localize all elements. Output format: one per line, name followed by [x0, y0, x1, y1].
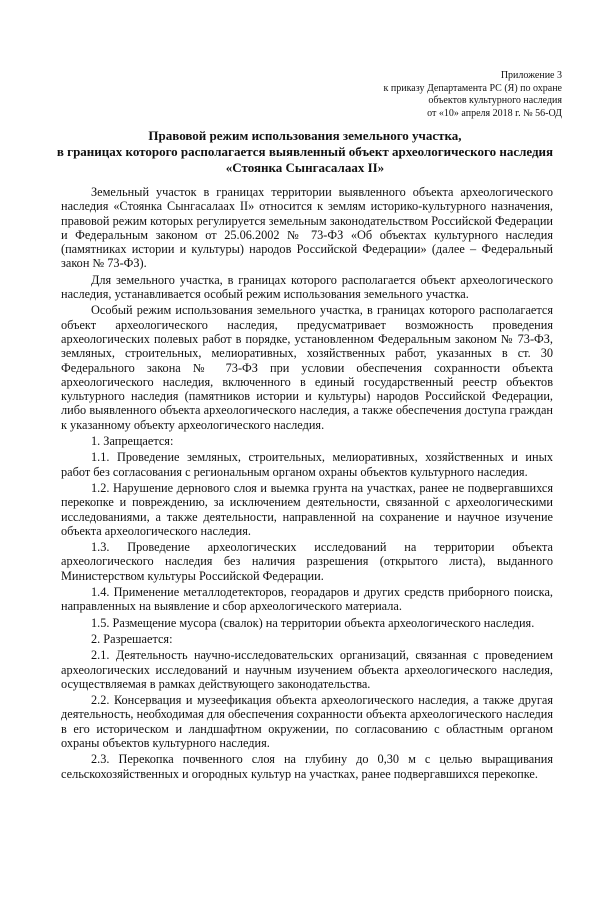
document-body: [61, 185, 553, 783]
appendix-order-ref-cont: объектов культурного наследия: [428, 95, 562, 106]
prohibited-item-1-2: 1.2. Нарушение дернового слоя и выемка грунта на участках, ранее не подвергавшихся перекопке и повреждению, за исключением деятельности, связанной с археологическими исследованиями, а также деятельности, направленной на сохранение и научное изучение объекта археологического наследия.: [61, 480, 553, 538]
prohibited-item-1-3: 1.3. Проведение археологических исследований на территории объекта археологического наследия без наличия разрешения (открытого листа), выданного Министерством культуры Российской Федерации.: [61, 540, 553, 583]
title-line-2: в границах которого располагается выявленный объект археологического наследия: [56, 144, 554, 159]
prohibited-item-1-4: 1.4. Применение металлодетекторов, георадаров и других средств приборного поиска, направленных на выявление и сбор археологического материала.: [61, 585, 553, 614]
prohibited-item-1-1: 1.1. Проведение земляных, строительных, мелиоративных, хозяйственных и иных работ без согласования с региональным органом охраны объектов культурного наследия.: [61, 450, 553, 479]
permitted-item-2-3: 2.3. Перекопка почвенного слоя на глубину до 0,30 м с целью выращивания сельскохозяйственных и огородных культур на участках, ранее подвергавшихся перекопке.: [61, 752, 553, 781]
permitted-item-2-2: 2.2. Консервация и музеефикация объекта археологического наследия, а также другая деятельность, необходимая для обеспечения сохранности объекта археологического наследия в его историческом и ландшафтном окружении, по согласованию с областным органом охраны объектов культурного наследия.: [61, 693, 553, 750]
appendix-header: [384, 70, 562, 120]
permitted-heading: 2. Разрешается:: [91, 631, 173, 646]
title-line-1: Правовой режим использования земельного участка,: [148, 128, 462, 143]
appendix-order-date: от «10» апреля 2018 г. № 56-ОД: [427, 107, 562, 119]
permitted-item-2-1: 2.1. Деятельность научно-исследовательских организаций, связанная с проведением археологических исследований и научным изучением объекта археологического наследия, осуществляемая в рамках действующего законодательства.: [61, 648, 553, 691]
title-line-3: «Стоянка Сынгасалаах II»: [225, 160, 385, 175]
special-regime-paragraph: Для земельного участка, в границах которого располагается объект археологического наследия, устанавливается особый режим использования земельного участка.: [61, 272, 553, 302]
intro-paragraph: Земельный участок в границах территории выявленного объекта археологического наследия «Стоянка Сынгасалаах II» относится к землям историко-культурного назначения, правовой режим которых регулируется земельным законодательством Российской Федерации и Федеральным законом от 25.06.2002 № 73-ФЗ «Об объектах культурного наследия (памятниках истории и культуры) народов Российской Федерации» (далее – Федеральный закон № 73-ФЗ).: [61, 185, 553, 271]
prohibited-item-1-5: 1.5. Размещение мусора (свалок) на территории объекта археологического наследия.: [91, 615, 535, 630]
prohibited-heading: 1. Запрещается:: [91, 434, 174, 449]
appendix-order-ref: к приказу Департамента РС (Я) по охране: [383, 82, 562, 94]
document-title: [40, 128, 570, 176]
appendix-number: Приложение 3: [500, 70, 562, 81]
regime-details-paragraph: Особый режим использования земельного участка, в границах которого располагается объект археологического наследия, предусматривает возможность проведения археологических полевых работ в порядке, установленном Федеральным законом № 73-ФЗ, земляных, строительных, мелиоративных, хозяйственных работ, указанных в ст. 30 Федерального закона № 73-ФЗ при условии обеспечения сохранности объекта археологического наследия, включенного в единый государственный реестр объектов культурного наследия (памятников истории и культуры) народов Российской Федерации, либо выявленного объекта археологического наследия, а также обеспечения доступа граждан к указанному объекту археологического наследия.: [61, 303, 553, 432]
